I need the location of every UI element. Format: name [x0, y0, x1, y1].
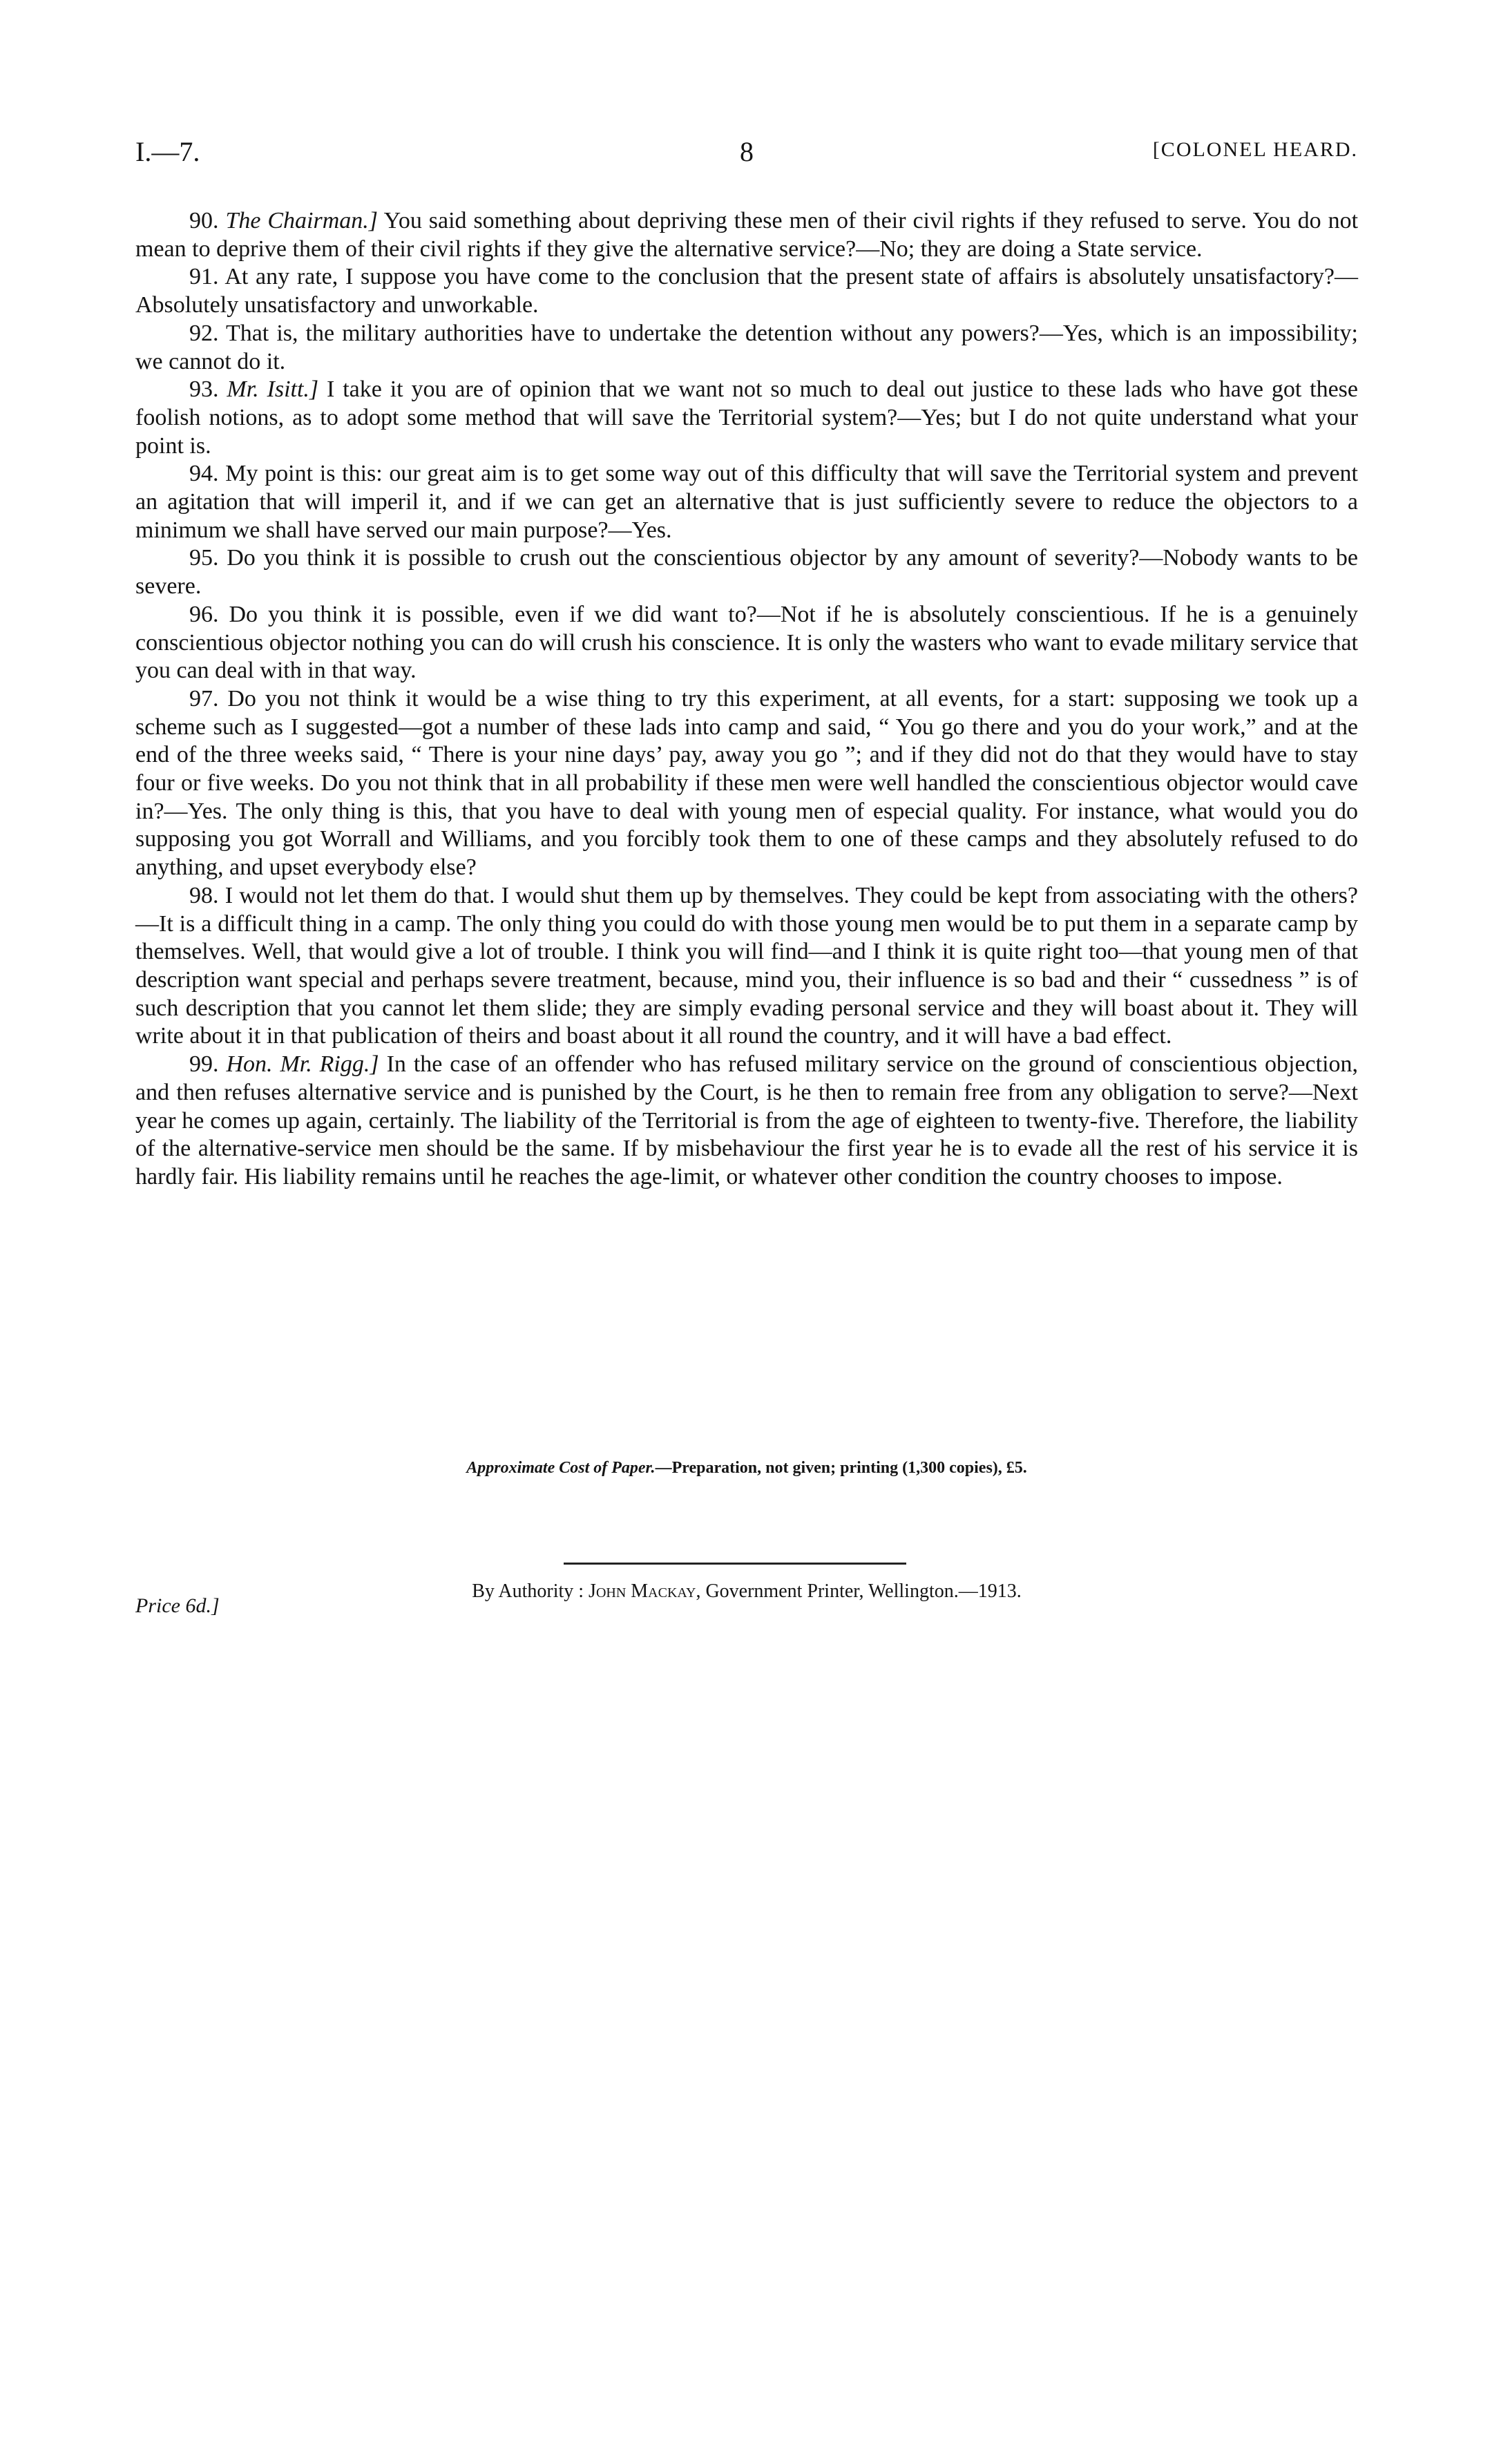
page-number: 8: [740, 136, 754, 167]
paragraph-text: Do you not think it would be a wise thing to try this experiment, at all events, for a start: supposing we took up a scheme such as I suggested—got a number of these lads into camp and said, “ You go there and you do your work,” and at the end of the three weeks said, “ There is your nine days’ pay, away you go ”; and if they did not do that they would have to stay four or five weeks. Do you not think that in all probability if these men were well handled the conscientious objector would cave in?—Yes. The only thing is this, that you have to deal with young men of especial quality. For instance, what would you do supposing you got Worrall and Williams, and you forcibly took them to one of these camps and they absolutely refused to do anything, and upset everybody else?: [135, 685, 1358, 881]
speaker: Mr. Isitt.]: [227, 376, 319, 403]
page-header: [135, 135, 1358, 177]
paragraph-number: 94.: [189, 461, 219, 487]
cost-label: Approximate Cost of Paper.: [466, 1459, 656, 1477]
testimony-body: [135, 207, 1358, 1192]
paragraph-number: 99.: [189, 1051, 219, 1078]
paragraph-text: Do you think it is possible to crush out the conscientious objector by any amount of severity?—Nobody wants to be severe.: [135, 545, 1358, 600]
paragraph-number: 90.: [189, 208, 219, 233]
paragraph-text: My point is this: our great aim is to get some way out of this difficulty that will save the Territorial system and prevent an agitation that will imperil it, and if we can get an alternative that is just sufficiently severe to reduce the objectors to a minimum we shall have served our main purpose?—Yes.: [135, 461, 1358, 543]
paragraph-number: 97.: [189, 685, 219, 711]
paragraph-text: I would not let them do that. I would shut them up by themselves. They could be kept from associating with the others?—It is a difficult thing in a camp. The only thing you could do with those young men would be to put them in a separate camp by themselves. Well, that would give a lot of trouble. I think you will find—and I think it is quite right too—that young men of that description want special and perhaps severe treatment, because, mind you, their influence is so bad and their “ cussedness ” is of such description that you cannot let them slide; they are simply evading personal service and they will boast about it. They will write about it in that publication of theirs and boast about it all round the country, and it will have a bad effect.: [135, 882, 1358, 1049]
price-label: Price 6d.]: [135, 1594, 220, 1617]
paragraph-number: 95.: [189, 545, 219, 571]
paragraph-number: 91.: [189, 264, 219, 290]
paragraph-number: 92.: [189, 320, 219, 346]
paragraph-number: 98.: [189, 882, 219, 908]
speaker: Hon. Mr. Rigg.]: [226, 1051, 379, 1078]
paragraph-text: At any rate, I suppose you have come to the conclusion that the present state of affairs is absolutely unsatisfactory?—Absolutely unsatisfactory and unworkable.: [135, 264, 1358, 318]
authority-suffix: , Government Printer, Wellington.—1913.: [696, 1580, 1022, 1602]
paragraph-93: [135, 376, 1358, 460]
paragraph-98: [135, 882, 1358, 1051]
authority-prefix: By Authority :: [472, 1580, 589, 1602]
paragraph-text: Do you think it is possible, even if we did want to?—Not if he is absolutely conscientious. If he is a genuinely conscientious objector nothing you can do will crush his conscience. It is only the wasters who want to evade military service that you can deal with in that way.: [135, 601, 1358, 684]
paragraph-text: You said something about depriving these men of their civil rights if they refused to serve. You do not mean to deprive them of their civil rights if they give the alternative service?—No; they are doing a State service.: [135, 208, 1359, 262]
paragraph-94: [135, 460, 1358, 544]
divider-rule: [564, 1563, 906, 1565]
paragraph-95: [135, 544, 1358, 600]
paragraph-number: 93.: [189, 376, 219, 403]
paragraph-text: I take it you are of opinion that we want not so much to deal out justice to these lads who have got these foolish notions, as to adopt some method that will save the Territorial system?—Yes; but I do not quite understand what your point is.: [135, 376, 1358, 459]
cost-of-paper-note: [135, 1459, 1358, 1478]
printer-authority: [135, 1580, 1358, 1603]
paragraph-99: [135, 1051, 1358, 1192]
paragraph-number: 96.: [189, 601, 219, 627]
paragraph-text: In the case of an offender who has refused military service on the ground of conscientious objection, and then refuses alternative service and is punished by the Court, is he then to remain free from any obligation to serve?—Next year he comes up again, certainly. The liability of the Territorial is from the age of eighteen to twenty-five. Therefore, the liability of the alternative-service men should be the same. If by misbehaviour the first year he is to evade all the rest of his service it is hardly fair. His liability remains until he reaches the age-limit, or whatever other condition the country chooses to impose.: [135, 1051, 1359, 1190]
cost-text: —Preparation, not given; printing (1,300 copies), £5.: [655, 1459, 1027, 1477]
speaker: The Chairman.]: [225, 208, 379, 233]
printer-name: John Mackay: [589, 1580, 696, 1602]
paragraph-92: [135, 320, 1358, 376]
witness-name: [COLONEL HEARD.: [1152, 138, 1358, 161]
paragraph-96: [135, 601, 1358, 685]
paragraph-90: [135, 207, 1358, 263]
paragraph-text: That is, the military authorities have to undertake the detention without any powers?—Yes, which is an impossibility; we cannot do it.: [135, 320, 1358, 374]
paragraph-91: [135, 263, 1358, 319]
paper-reference: I.—7.: [135, 136, 200, 167]
paragraph-97: [135, 685, 1358, 882]
